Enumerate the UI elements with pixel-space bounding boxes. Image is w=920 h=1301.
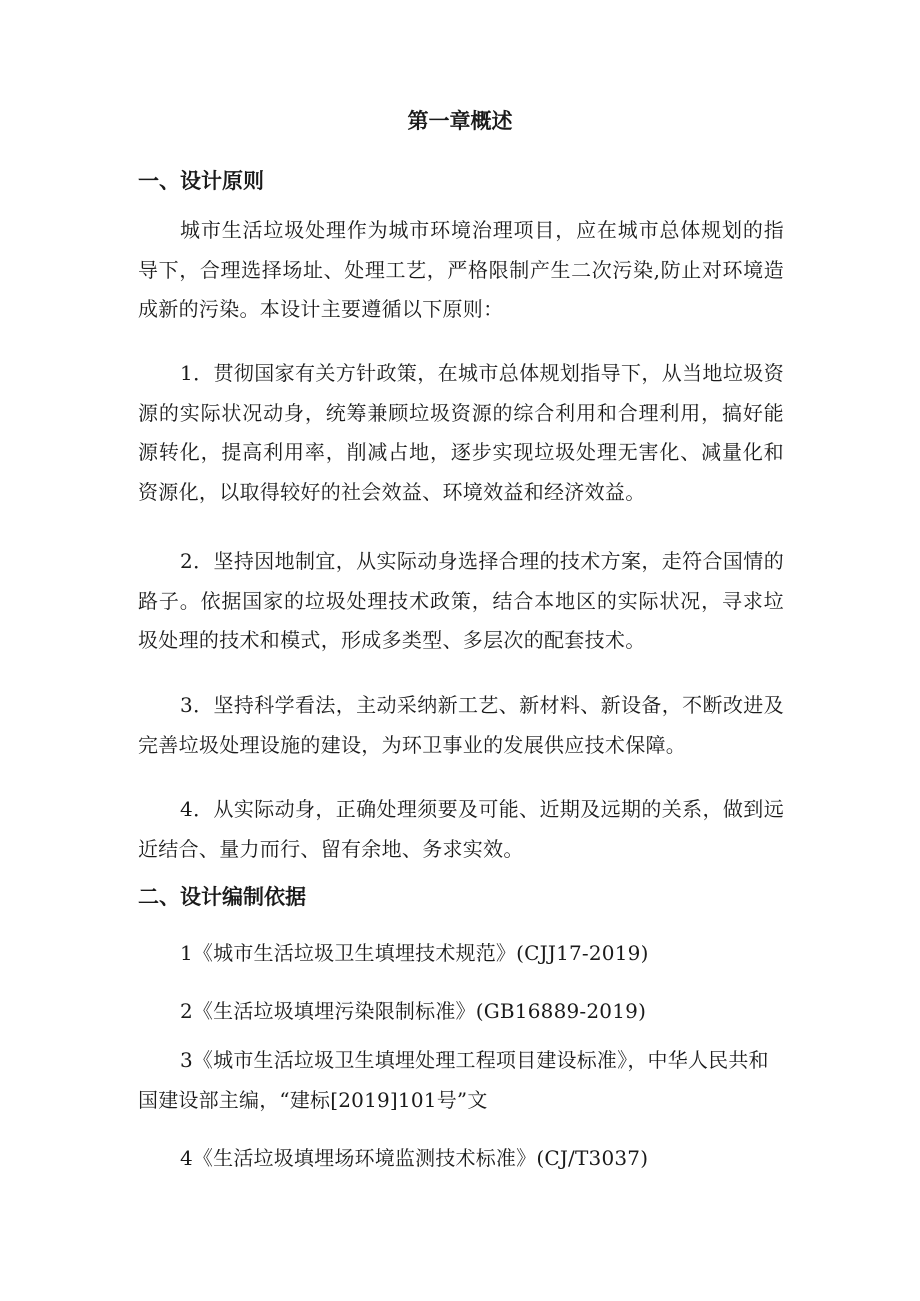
section-heading-design-principles: 一、设计原则	[138, 169, 264, 193]
reference-item-1: 1《城市生活垃圾卫生填埋技术规范》(CJJ17-2019)	[180, 941, 649, 965]
chapter-title: 第一章概述	[407, 109, 513, 133]
reference-item-3: 3《城市生活垃圾卫生填埋处理工程项目建设标准》，中华人民共和国建设部主编，“建标[2019]101号”文	[138, 1048, 769, 1112]
principle-item-2: 2．坚持因地制宜，从实际动身选择合理的技术方案，走符合国情的路子。依据国家的垃圾处理技术政策，结合本地区的实际状况，寻求垃圾处理的技术和模式，形成多类型、多层次的配套技术。	[138, 549, 784, 652]
reference-item-4: 4《生活垃圾填埋场环境监测技术标准》(CJ/T3037)	[180, 1146, 649, 1170]
principle-item-3: 3．坚持科学看法，主动采纳新工艺、新材料、新设备，不断改进及完善垃圾处理设施的建设，为环卫事业的发展供应技术保障。	[138, 693, 784, 757]
intro-paragraph: 城市生活垃圾处理作为城市环境治理项目，应在城市总体规划的指导下，合理选择场址、处理工艺，严格限制产生二次污染,防止对环境造成新的污染。本设计主要遵循以下原则：	[138, 218, 784, 321]
principle-item-1: 1．贯彻国家有关方针政策，在城市总体规划指导下，从当地垃圾资源的实际状况动身，统筹兼顾垃圾资源的综合利用和合理利用，搞好能源转化，提高利用率，削减占地，逐步实现垃圾处理无害化、减量化和资源化，以取得较好的社会效益、环境效益和经济效益。	[138, 361, 784, 504]
section-heading-design-basis: 二、设计编制依据	[138, 885, 306, 909]
reference-item-2: 2《生活垃圾填埋污染限制标准》(GB16889-2019)	[180, 999, 647, 1023]
principle-item-4: 4．从实际动身，正确处理须要及可能、近期及远期的关系，做到远近结合、量力而行、留有余地、务求实效。	[138, 797, 784, 861]
